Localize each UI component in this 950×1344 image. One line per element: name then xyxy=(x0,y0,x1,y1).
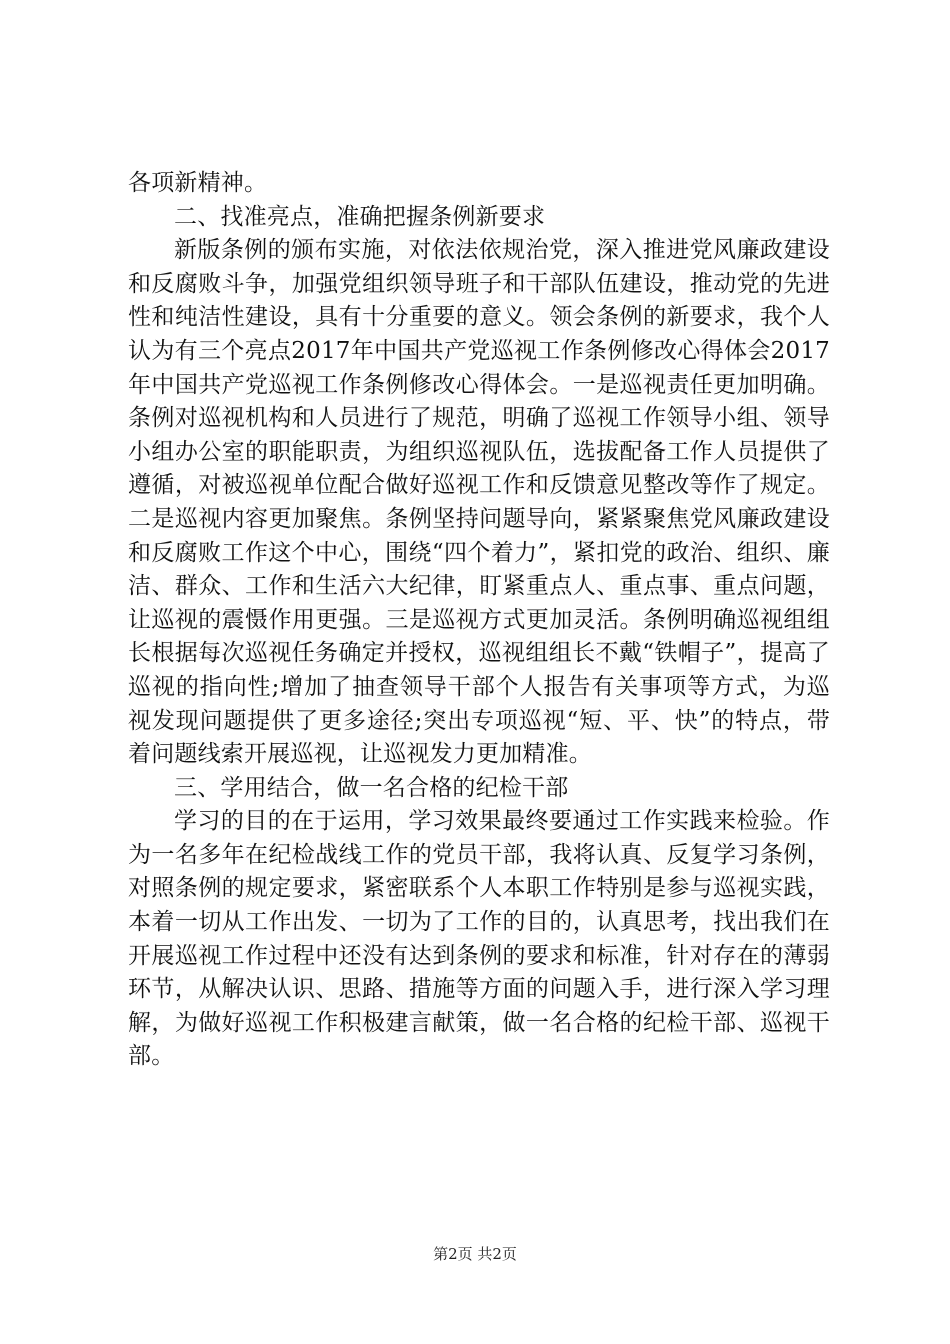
paragraph-highlights: 新版条例的颁布实施，对依法依规治党，深入推进党风廉政建设和反腐败斗争，加强党组织领导班子和干部队伍建设，推动党的先进性和纯洁性建设，具有十分重要的意义。领会条例的新要求，我个人认为有三个亮点2017年中国共产党巡视工作条例修改心得体会2017年中国共产党巡视工作条例修改心得体会。一是巡视责任更加明确。条例对巡视机构和人员进行了规范，明确了巡视工作领导小组、领导小组办公室的职能职责，为组织巡视队伍，选拔配备工作人员提供了遵循，对被巡视单位配合做好巡视工作和反馈意见整改等作了规定。二是巡视内容更加聚焦。条例坚持问题导向，紧紧聚焦党风廉政建设和反腐败工作这个中心，围绕“四个着力”，紧扣党的政治、组织、廉洁、群众、工作和生活六大纪律，盯紧重点人、重点事、重点问题，让巡视的震慑作用更强。三是巡视方式更加灵活。条例明确巡视组组长根据每次巡视任务确定并授权，巡视组组长不戴“铁帽子”，提高了巡视的指向性;增加了抽查领导干部个人报告有关事项等方式，为巡视发现问题提供了更多途径;突出专项巡视“短、平、快”的特点，带着问题线索开展巡视，让巡视发力更加精准。 xyxy=(128,237,830,768)
section-heading-two: 二、找准亮点，准确把握条例新要求 xyxy=(174,203,546,230)
page-footer xyxy=(0,1244,950,1264)
paragraph-application: 学习的目的在于运用，学习效果最终要通过工作实践来检验。作为一名多年在纪检战线工作的党员干部，我将认真、反复学习条例，对照条例的规定要求，紧密联系个人本职工作特别是参与巡视实践，本着一切从工作出发、一切为了工作的目的，认真思考，找出我们在开展巡视工作过程中还没有达到条例的要求和标准，针对存在的薄弱环节，从解决认识、思路、措施等方面的问题入手，进行深入学习理解，为做好巡视工作积极建言献策，做一名合格的纪检干部、巡视干部。 xyxy=(128,808,830,1070)
section-heading-three: 三、学用结合，做一名合格的纪检干部 xyxy=(174,774,569,801)
document-body xyxy=(128,167,830,1074)
paragraph-continuation: 各项新精神。 xyxy=(128,170,268,196)
page-number: 第2页 共2页 xyxy=(433,1245,517,1263)
